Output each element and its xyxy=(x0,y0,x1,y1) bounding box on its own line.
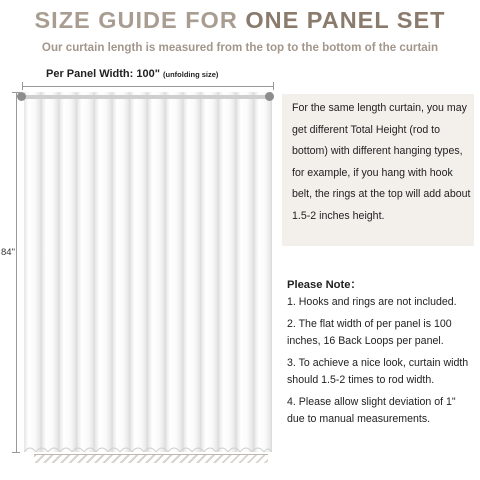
note-item: 3. To achieve a nice look, curtain width should 1.5-2 times to rod width. xyxy=(287,357,469,386)
curtain-fold xyxy=(24,92,42,452)
notes-list xyxy=(287,294,475,433)
title-part-1: SIZE GUIDE FOR xyxy=(34,7,238,33)
curtain-fold xyxy=(254,92,272,452)
panel-width-label xyxy=(46,68,218,80)
notes-title: Please Note： xyxy=(287,279,362,291)
note-item: 4. Please allow slight deviation of 1" due to manual measurements. xyxy=(287,396,456,425)
curtain-rod xyxy=(22,95,274,99)
curtain-fold xyxy=(201,92,219,452)
rod-finial-left xyxy=(17,92,26,101)
height-label: 84" xyxy=(1,247,15,258)
info-text: For the same length curtain, you may get different Total Height (rod to bottom) with different hanging types, for example, if you hang with hook belt, the rings at the top will add about 1.5-2 inches height. xyxy=(292,102,471,222)
panel-width-text: Per Panel Width: 100" xyxy=(46,68,160,80)
height-dimension-line xyxy=(16,92,17,452)
curtain-fold xyxy=(95,92,113,452)
rod-finial-right xyxy=(265,92,274,101)
subtitle: Our curtain length is measured from the top to the bottom of the curtain xyxy=(41,41,439,54)
curtain-illustration xyxy=(24,92,272,452)
curtain-fold xyxy=(148,92,166,452)
curtain-fold xyxy=(59,92,77,452)
panel-width-note: (unfolding size) xyxy=(163,70,219,79)
height-tick-bottom xyxy=(12,452,20,453)
title-part-2: ONE PANEL SET xyxy=(237,7,446,33)
curtain-folds xyxy=(24,92,272,452)
width-tick-right xyxy=(273,82,274,90)
curtain-fold xyxy=(237,92,255,452)
page-title xyxy=(0,7,480,34)
floor-hatching xyxy=(34,455,268,463)
curtain-fold xyxy=(42,92,60,452)
curtain-fold xyxy=(183,92,201,452)
note-item: 2. The flat width of per panel is 100 inches, 16 Back Loops per panel. xyxy=(287,318,452,347)
curtain-fold xyxy=(130,92,148,452)
curtain-fold xyxy=(113,92,131,452)
curtain-fold xyxy=(77,92,95,452)
curtain-fold xyxy=(166,92,184,452)
curtain-fold xyxy=(219,92,237,452)
width-dimension-line xyxy=(22,86,274,87)
width-tick-left xyxy=(22,82,23,90)
note-item: 1. Hooks and rings are not included. xyxy=(287,296,457,308)
